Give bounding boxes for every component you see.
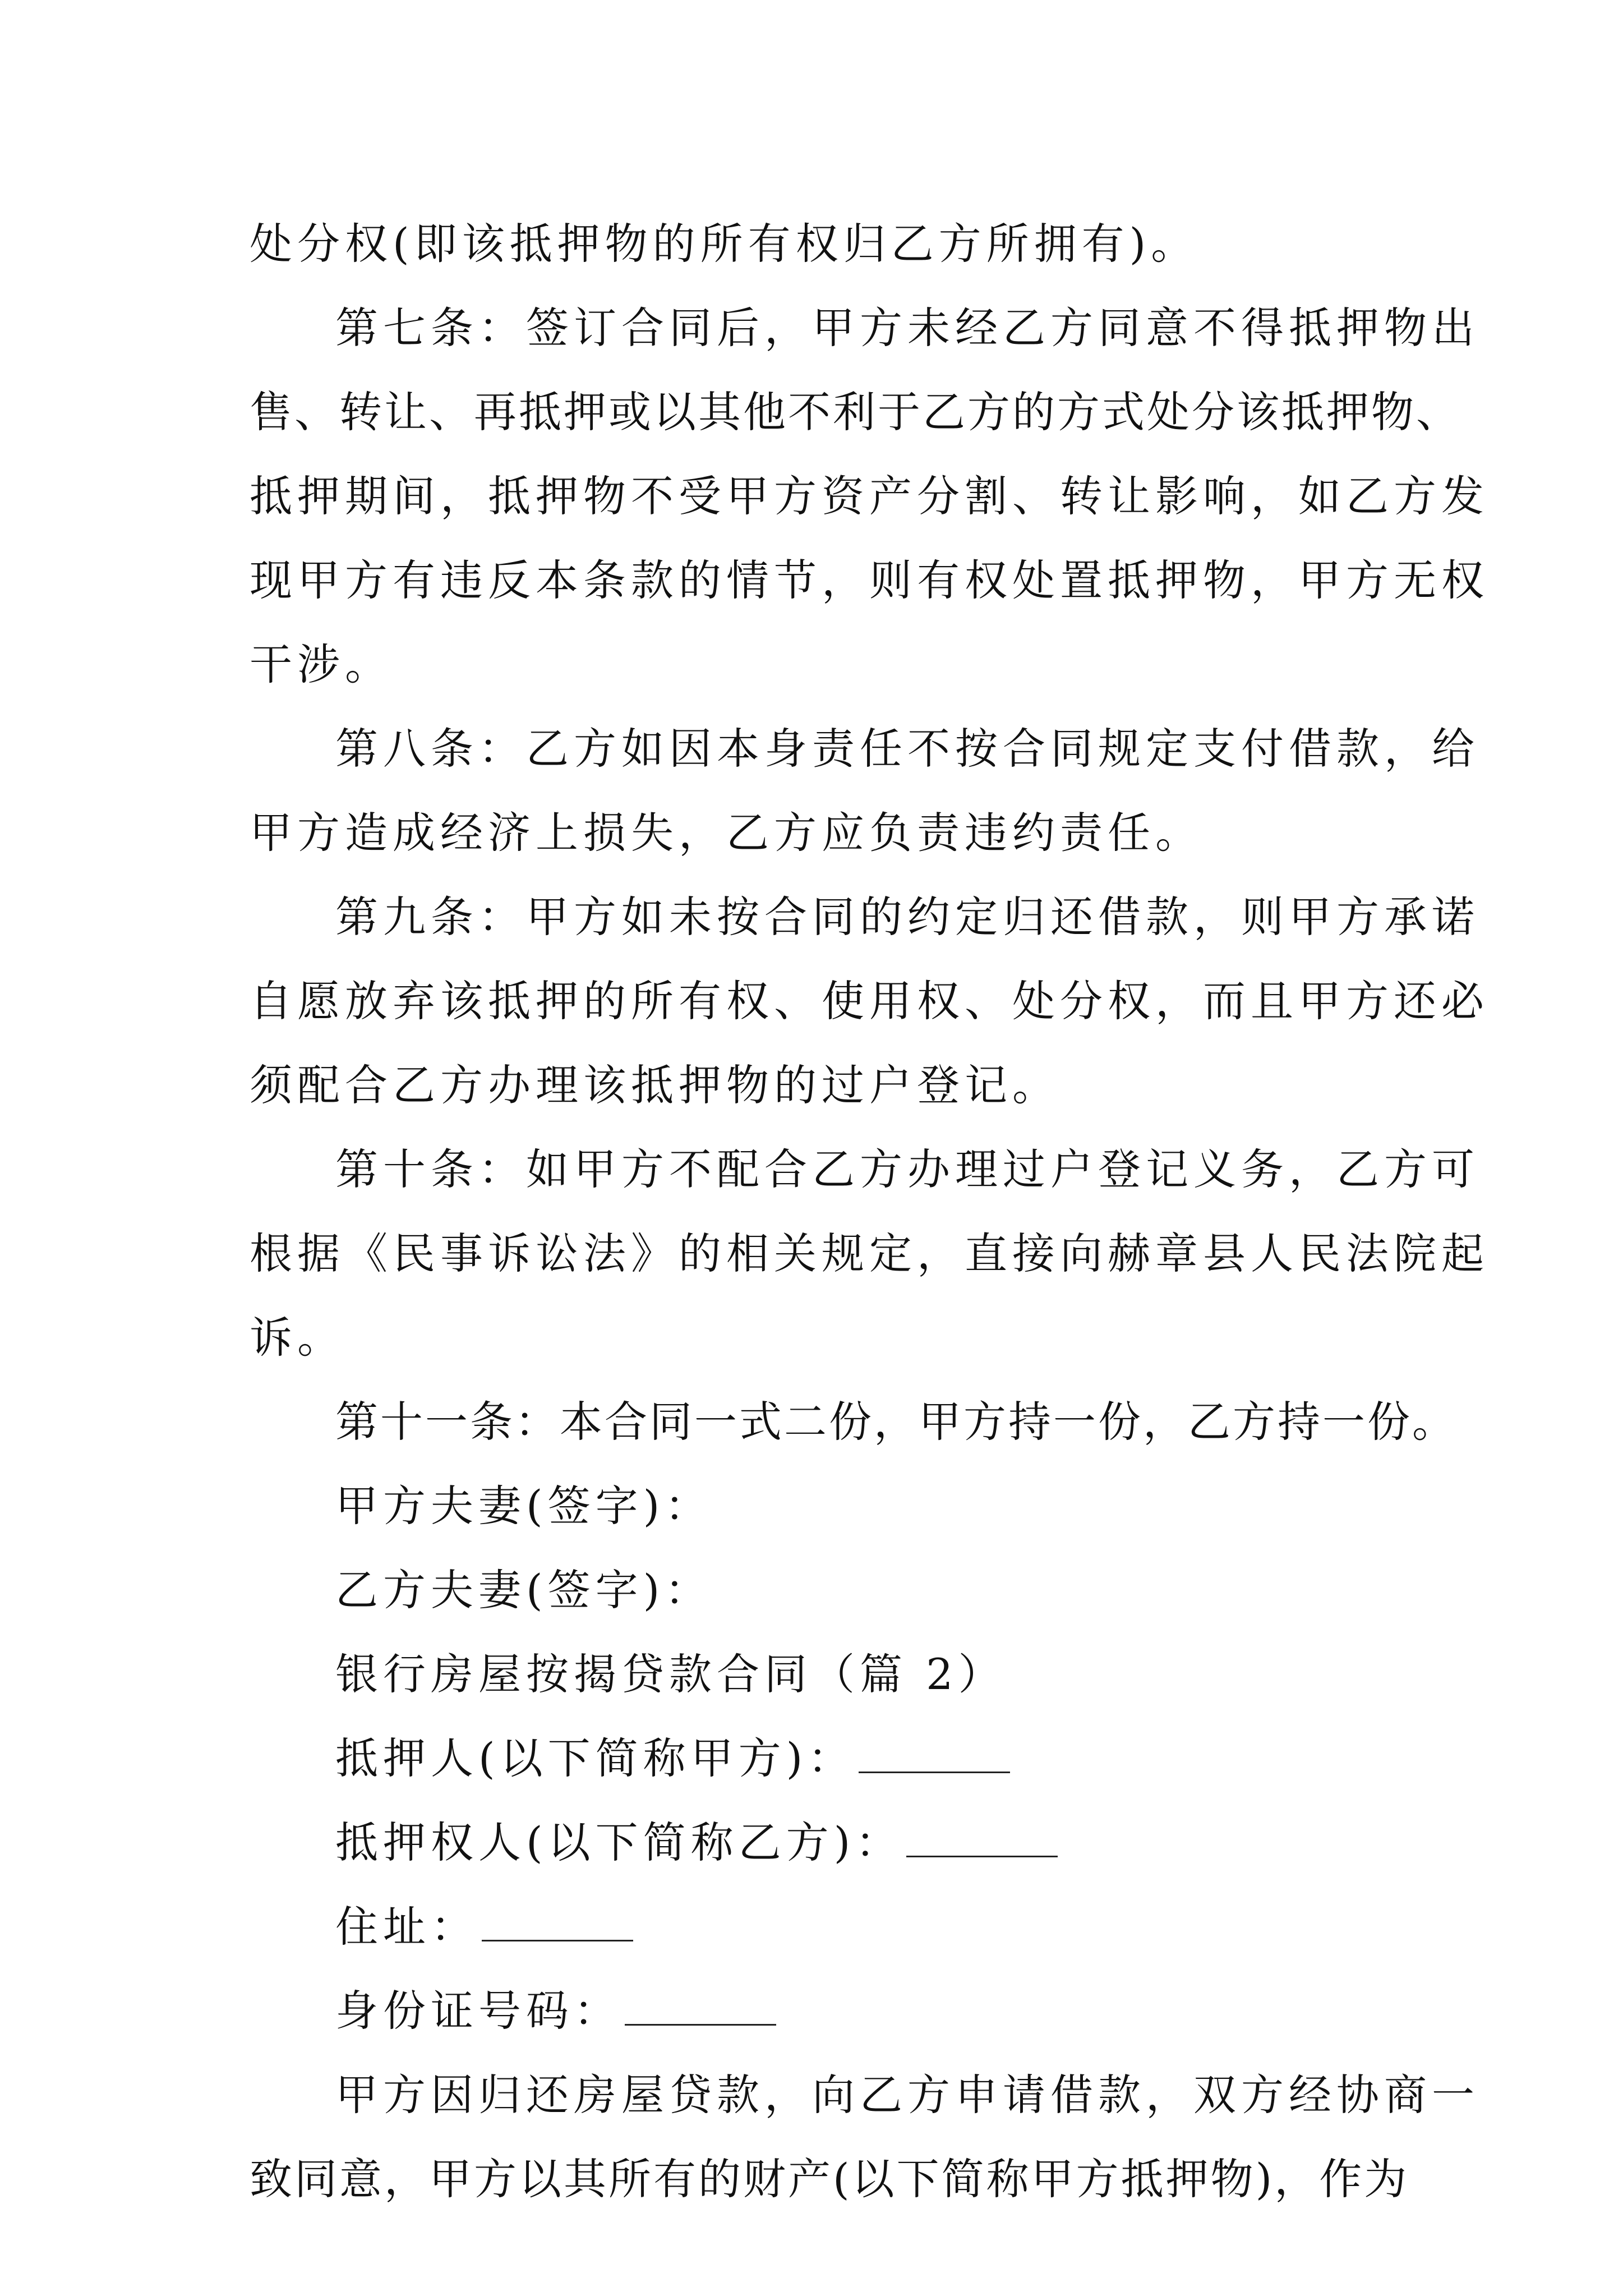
paragraph-line: 抵押期间，抵押物不受甲方资产分割、转让影响，如乙方发 (250, 471, 1489, 521)
paragraph-line: 甲方因归还房屋贷款，向乙方申请借款，双方经协商一 (335, 2070, 1479, 2120)
paragraph-line: 须配合乙方办理该抵押物的过户登记。 (250, 1060, 1060, 1110)
mortgagee-field (250, 1801, 1378, 1885)
paragraph-line: 自愿放弃该抵押的所有权、使用权、处分权，而且甲方还必 (250, 976, 1489, 1026)
article-9-line: 第九条：甲方如未按合同的约定归还借款，则甲方承诺 (335, 892, 1479, 942)
mortgagor-blank (859, 1738, 1010, 1773)
party-a-signature-line: 甲方夫妻(签字)： (335, 1481, 713, 1531)
article-7-line: 第七条：签订合同后，甲方未经乙方同意不得抵押物出 (335, 303, 1479, 353)
paragraph-line: 干涉。 (250, 639, 393, 689)
paragraph-line: 根据《民事诉讼法》的相关规定，直接向赫章县人民法院起 (250, 1228, 1489, 1278)
article-8-line: 第八条：乙方如因本身责任不按合同规定支付借款，给 (335, 724, 1479, 774)
id-number-blank (625, 1990, 776, 2026)
party-b-signature-line: 乙方夫妻(签字)： (335, 1565, 713, 1615)
address-blank (482, 1906, 633, 1941)
mortgagor-label: 抵押人(以下简称甲方)： (335, 1733, 856, 1783)
document-body (250, 202, 1489, 2221)
id-number-label: 身份证号码： (335, 1986, 621, 2036)
paragraph-line: 诉。 (250, 1313, 345, 1363)
id-number-field (250, 1969, 1378, 2053)
article-10-line: 第十条：如甲方不配合乙方办理过户登记义务，乙方可 (335, 1144, 1479, 1194)
paragraph-line: 致同意，甲方以其所有的财产(以下简称甲方抵押物)，作为 (250, 2154, 1409, 2204)
paragraph-line: 处分权(即该抵押物的所有权归乙方所拥有)。 (250, 219, 1199, 269)
article-11-line: 第十一条：本合同一式二份，甲方持一份，乙方持一份。 (335, 1397, 1457, 1447)
mortgagee-label: 抵押权人(以下简称乙方)： (335, 1818, 903, 1867)
paragraph-line: 售、转让、再抵押或以其他不利于乙方的方式处分该抵押物、 (250, 387, 1461, 437)
address-label: 住址： (335, 1902, 478, 1952)
mortgagor-field (250, 1717, 1378, 1801)
paragraph-line: 现甲方有违反本条款的情节，则有权处置抵押物，甲方无权 (250, 555, 1489, 605)
section-heading: 银行房屋按揭贷款合同（篇 2） (335, 1649, 1006, 1699)
mortgagee-blank (906, 1822, 1058, 1857)
paragraph-line: 甲方造成经济上损失，乙方应负责违约责任。 (250, 808, 1203, 858)
address-field (250, 1885, 1378, 1969)
